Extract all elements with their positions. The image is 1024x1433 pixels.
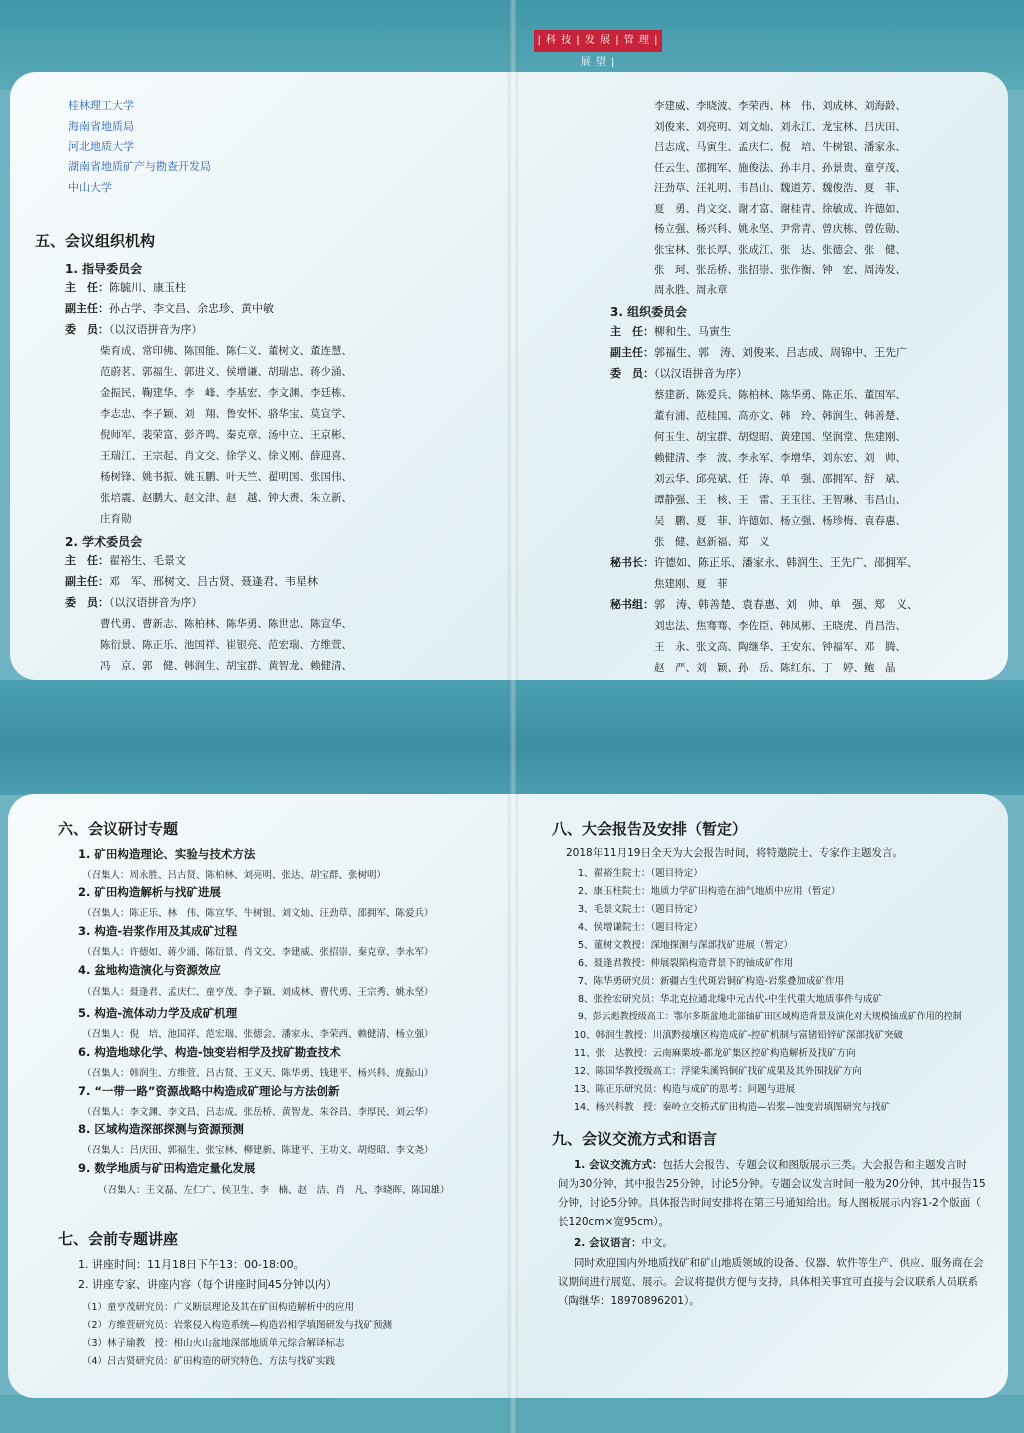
member-line: 李建威、李晓波、李荣西、林 伟、刘成林、刘海龄、 (654, 100, 906, 112)
label: 秘书长： (610, 556, 654, 569)
label: 副主任： (65, 302, 109, 315)
label: 主 任： (610, 325, 654, 338)
report-item: 2、康玉柱院士：地质力学矿田构造在油气地质中应用（暂定） (578, 886, 841, 897)
label: 主 任： (65, 281, 109, 294)
topic-conveners: （召集人：吕庆田、郭福生、张宝林、柳建新、陈建平、王功文、胡煜昭、李文尧） (82, 1145, 434, 1156)
secretary-general: 焦建刚、夏 菲 (654, 578, 728, 590)
member-line: 杨立强、杨兴科、姚永坚、尹常青、曾庆栋、曾佐勋、 (654, 223, 906, 235)
member-line: 刘云华、邱亮斌、任 涛、单 强、邵拥军、舒 斌、 (654, 473, 906, 485)
report-item: 9、彭云彪教授级高工：鄂尔多斯盆地北部铀矿田区域构造背景及演化对大规模铀成矿作用的控制 (578, 1012, 962, 1022)
topic-title: 3. 构造-岩浆作用及其成矿过程 (78, 924, 238, 938)
academic-committee-title: 2. 学术委员会 (65, 535, 143, 549)
report-item: 10、韩润生教授：川滇黔接壤区构造成矿-控矿机制与富锗铅锌矿深部找矿突破 (574, 1030, 904, 1041)
member-line: 范蔚茗、郭福生、郭进义、侯增谦、胡瑞忠、蒋少涌、 (100, 366, 352, 378)
paragraph-line: 同时欢迎国内外地质找矿和矿山地质领域的设备、仪器、软件等生产、供应、服务商在会 (574, 1257, 984, 1269)
sponsor-item: 海南省地质局 (68, 120, 134, 133)
label: 副主任： (65, 575, 109, 588)
report-item: 3、毛景文院士：（题目待定） (578, 904, 703, 915)
org-committee-title: 3. 组织委员会 (610, 305, 688, 319)
lecture-item: （4）吕古贤研究员：矿田构造的研究特色、方法与找矿实践 (82, 1356, 336, 1367)
report-item: 7、陈华勇研究员：新疆古生代斑岩铜矿构造-岩浆叠加成矿作用 (578, 976, 844, 987)
report-item: 11、张 达教授：云南麻栗坡-都龙矿集区控矿构造解析及找矿方向 (574, 1048, 856, 1059)
guide-committee-title: 1. 指导委员会 (65, 262, 143, 276)
member-line: 刘俊来、刘亮明、刘文灿、刘永江、龙宝林、吕庆田、 (654, 121, 906, 133)
paragraph-line: 包括大会报告、专题会议和图版展示三类。大会报告和主题发言时 (662, 1159, 967, 1171)
lecture-time: 1. 讲座时间：11月18日下午13：00-18:00。 (78, 1258, 305, 1271)
member-line: 蔡建新、陈爱兵、陈柏林、陈华勇、陈正乐、董国军、 (654, 389, 906, 401)
section-9-title: 九、会议交流方式和语言 (552, 1130, 718, 1148)
member-line: 李志忠、李子颖、刘 翔、鲁安怀、骆华宝、莫宣学、 (100, 408, 352, 420)
org-vice: 郭福生、郭 涛、刘俊来、吕志成、周锦中、王先广 (654, 346, 907, 359)
member-line: 张培震、赵鹏大、赵文津、赵 越、钟大赉、朱立新、 (100, 492, 352, 504)
member-line: 柴育成、常印佛、陈国能、陈仁义、董树文、董连慧、 (100, 345, 352, 357)
report-item: 13、陈正乐研究员：构造与成矿的思考：问题与进展 (574, 1084, 796, 1095)
member-note: （以汉语拼音为序） (109, 596, 203, 609)
member-line: 杨树锋、姚书振、姚玉鹏、叶天竺、翟明国、张国伟、 (100, 471, 352, 483)
report-item: 14、杨兴科教 授：秦岭立交桥式矿田构造—岩浆—蚀变岩填图研究与找矿 (574, 1102, 891, 1113)
secretary-general: 许德如、陈正乐、潘家永、韩润生、王先广、邵拥军、 (654, 556, 918, 569)
secretary-group: 刘忠法、焦骞骞、李佐臣、韩凤彬、王晓虎、肖昌浩、 (654, 620, 906, 632)
secretary-group: 王 永、张文高、陶继华、王安东、钟福军、邓 腾、 (654, 641, 906, 653)
topic-title: 1. 矿田构造理论、实验与技术方法 (78, 847, 256, 861)
label: 2. 会议语言： (574, 1237, 642, 1249)
member-note: （以汉语拼音为序） (109, 323, 203, 336)
label: 秘书组： (610, 598, 654, 611)
member-line: 冯 京、郭 健、韩润生、胡宝群、黄智龙、赖健清、 (100, 660, 352, 672)
paragraph-line: 间为30分钟，其中报告25分钟，讨论5分钟。专题会议发言时间一般为20分钟，其中报告15 (558, 1178, 986, 1190)
topic-title: 9. 数学地质与矿田构造定量化发展 (78, 1161, 256, 1175)
topic-title: 6. 构造地球化学、构造-蚀变岩相学及找矿勘查技术 (78, 1045, 341, 1059)
member-line: 陈衍景、陈正乐、池国祥、崔银亮、范宏瑞、方维萱、 (100, 639, 352, 651)
topic-conveners: （召集人：周永胜、吕古贤、陈柏林、刘亮明、张达、胡宝群、张树明） (82, 870, 387, 881)
lecture-item: （3）林子瑜教 授：相山火山盆地深部地质单元综合解译标志 (82, 1338, 345, 1349)
label: 委 员： (65, 596, 109, 609)
sponsor-item: 中山大学 (68, 181, 112, 194)
member-note: （以汉语拼音为序） (654, 367, 748, 380)
member-line: 张 健、赵新福、郑 义 (654, 536, 770, 548)
member-line: 庄育勋 (100, 513, 132, 525)
section-5-title: 五、会议组织机构 (35, 232, 156, 250)
secretary-group: 郭 涛、韩善楚、袁春惠、刘 帅、单 强、郑 义、 (654, 598, 918, 611)
label: 1. 会议交流方式： (574, 1159, 663, 1171)
member-line: 金振民、鞠建华、李 峰、李基宏、李文渊、李廷栋、 (100, 387, 352, 399)
header-tag: | 科 技 | 发 展 | 管 理 | 展 望 | (534, 30, 662, 52)
report-item: 12、陈国华教授级高工：浮梁朱溪钨铜矿找矿成果及其外围找矿方向 (574, 1066, 862, 1077)
sponsor-item: 桂林理工大学 (68, 99, 134, 112)
sponsor-item: 河北地质大学 (68, 140, 134, 153)
member-line: 周永胜、周永章 (654, 284, 728, 296)
member-line: 董有浦、范桂国、高亦文、韩 玲、韩润生、韩善楚、 (654, 410, 906, 422)
lecture-item: （1）童亨茂研究员：广义断层理论及其在矿田构造解析中的应用 (82, 1302, 355, 1313)
report-item: 6、聂逢君教授：伸展裂陷构造背景下的铀成矿作用 (578, 958, 794, 969)
topic-title: 5. 构造-流体动力学及成矿机理 (78, 1006, 238, 1020)
member-line: 汪劲草、汪礼明、韦昌山、魏道芳、魏俊浩、夏 菲、 (654, 182, 906, 194)
topic-title: 2. 矿田构造解析与找矿进展 (78, 885, 221, 899)
topic-conveners: （召集人：许德如、蒋少涌、陈衍景、肖文交、李建威、张招崇、秦克章、李永军） (82, 947, 434, 958)
member-line: 张宝林、张长厚、张成江、张 达、张德会、张 健、 (654, 244, 906, 256)
member-line: 夏 勇、肖文交、谢才富、谢桂青、徐敏成、许德如、 (654, 203, 906, 215)
member-line: 赖健清、李 波、李永军、李增华、刘东宏、刘 帅、 (654, 452, 906, 464)
secretary-group: 赵 严、刘 颖、孙 岳、陈红东、丁 婷、鲍 晶 (654, 662, 896, 674)
label: 副主任： (610, 346, 654, 359)
sponsor-item: 湖南省地质矿产与勘查开发局 (68, 160, 211, 173)
topic-conveners: （召集人：李文渊、李文昌、吕志成、张岳桥、黄智龙、朱谷昌、李厚民、刘云华） (82, 1107, 434, 1118)
guide-vice: 孙占学、李文昌、余忠珍、黄中敏 (109, 302, 274, 315)
report-item: 5、董树文教授：深地探测与深部找矿进展（暂定） (578, 940, 794, 951)
label: 委 员： (65, 323, 109, 336)
member-line: 王瑞江、王宗起、肖文交、徐学义、徐义刚、薛迎喜、 (100, 450, 352, 462)
report-intro: 2018年11月19日全天为大会报告时间，将特邀院士、专家作主题发言。 (566, 847, 903, 859)
member-line: 任云生、邵拥军、施俊法、孙丰月、孙景贵、童亨茂、 (654, 162, 906, 174)
label: 主 任： (65, 554, 109, 567)
lecture-item: （2）方维萱研究员：岩浆侵入构造系统—构造岩相学填图研发与找矿预测 (82, 1320, 393, 1331)
label: 委 员： (610, 367, 654, 380)
guide-chair: 陈毓川、康玉柱 (109, 281, 186, 294)
page-fold (508, 0, 518, 1433)
paragraph-line: 议期间进行展览、展示。会议将提供方便与支持，具体相关事宜可直接与会议联系人员联系 (558, 1276, 978, 1288)
report-item: 8、张拴宏研究员：华北克拉通北缘中元古代-中生代重大地质事件与成矿 (578, 994, 882, 1005)
report-item: 1、翟裕生院士：（题目待定） (578, 868, 703, 879)
member-line: 谭静强、王 核、王 雷、王玉往、王智琳、韦昌山、 (654, 494, 906, 506)
topic-title: 7. “一带一路”资源战略中构造成矿理论与方法创新 (78, 1084, 340, 1098)
org-chair: 柳和生、马寅生 (654, 325, 731, 338)
topic-conveners: （召集人：王文磊、左仁广、侯卫生、李 楠、赵 洁、肖 凡、李晓晖、陈国雄） (98, 1185, 450, 1196)
topic-title: 4. 盆地构造演化与资源效应 (78, 963, 221, 977)
section-8-title: 八、大会报告及安排（暂定） (552, 820, 748, 838)
topic-conveners: （召集人：聂逢君、孟庆仁、童亨茂、李子颖、刘成林、曹代勇、王宗秀、姚永坚） (82, 987, 434, 998)
member-line: 倪师军、裴荣富、彭齐鸣、秦克章、汤中立、王京彬、 (100, 429, 352, 441)
lecture-experts-title: 2. 讲座专家、讲座内容（每个讲座时间45分钟以内） (78, 1278, 337, 1291)
member-line: 张 珂、张岳桥、张招崇、张作衡、钟 宏、周涛发、 (654, 264, 906, 276)
academic-chair: 翟裕生、毛景文 (109, 554, 186, 567)
paragraph-line: （陶继华：18970896201）。 (558, 1295, 700, 1307)
academic-vice: 邓 军、邢树文、吕古贤、聂逢君、韦星林 (109, 575, 318, 588)
topic-conveners: （召集人：倪 培、池国祥、范宏瑞、张德会、潘家永、李荣西、赖健清、杨立强） (82, 1029, 434, 1040)
topic-conveners: （召集人：韩润生、方维萱、吕古贤、王义天、陈华勇、钱建平、杨兴科、庞振山） (82, 1068, 434, 1079)
section-6-title: 六、会议研讨专题 (58, 820, 179, 838)
paragraph-line: 分钟，讨论5分钟。具体报告时间安排将在第三号通知给出。每人图板展示内容1-2个版面（ (558, 1197, 981, 1209)
member-line: 吕志成、马寅生、孟庆仁、倪 培、牛树银、潘家永、 (654, 141, 906, 153)
paragraph-line: 中文。 (641, 1237, 673, 1249)
section-7-title: 七、会前专题讲座 (58, 1230, 179, 1248)
report-item: 4、侯增谦院士：（题目待定） (578, 922, 703, 933)
member-line: 吴 鹏、夏 菲、许德如、杨立强、杨珍梅、袁春惠、 (654, 515, 906, 527)
member-line: 何玉生、胡宝群、胡煜昭、黄建国、坚润堂、焦建刚、 (654, 431, 906, 443)
paragraph-line: 长120cm×宽95cm）。 (558, 1216, 669, 1228)
member-line: 曹代勇、曹新志、陈柏林、陈华勇、陈世忠、陈宣华、 (100, 618, 352, 630)
topic-conveners: （召集人：陈正乐、林 伟、陈宣华、牛树银、刘文灿、汪劲草、邵拥军、陈爱兵） (82, 908, 434, 919)
topic-title: 8. 区域构造深部探测与资源预测 (78, 1122, 244, 1136)
